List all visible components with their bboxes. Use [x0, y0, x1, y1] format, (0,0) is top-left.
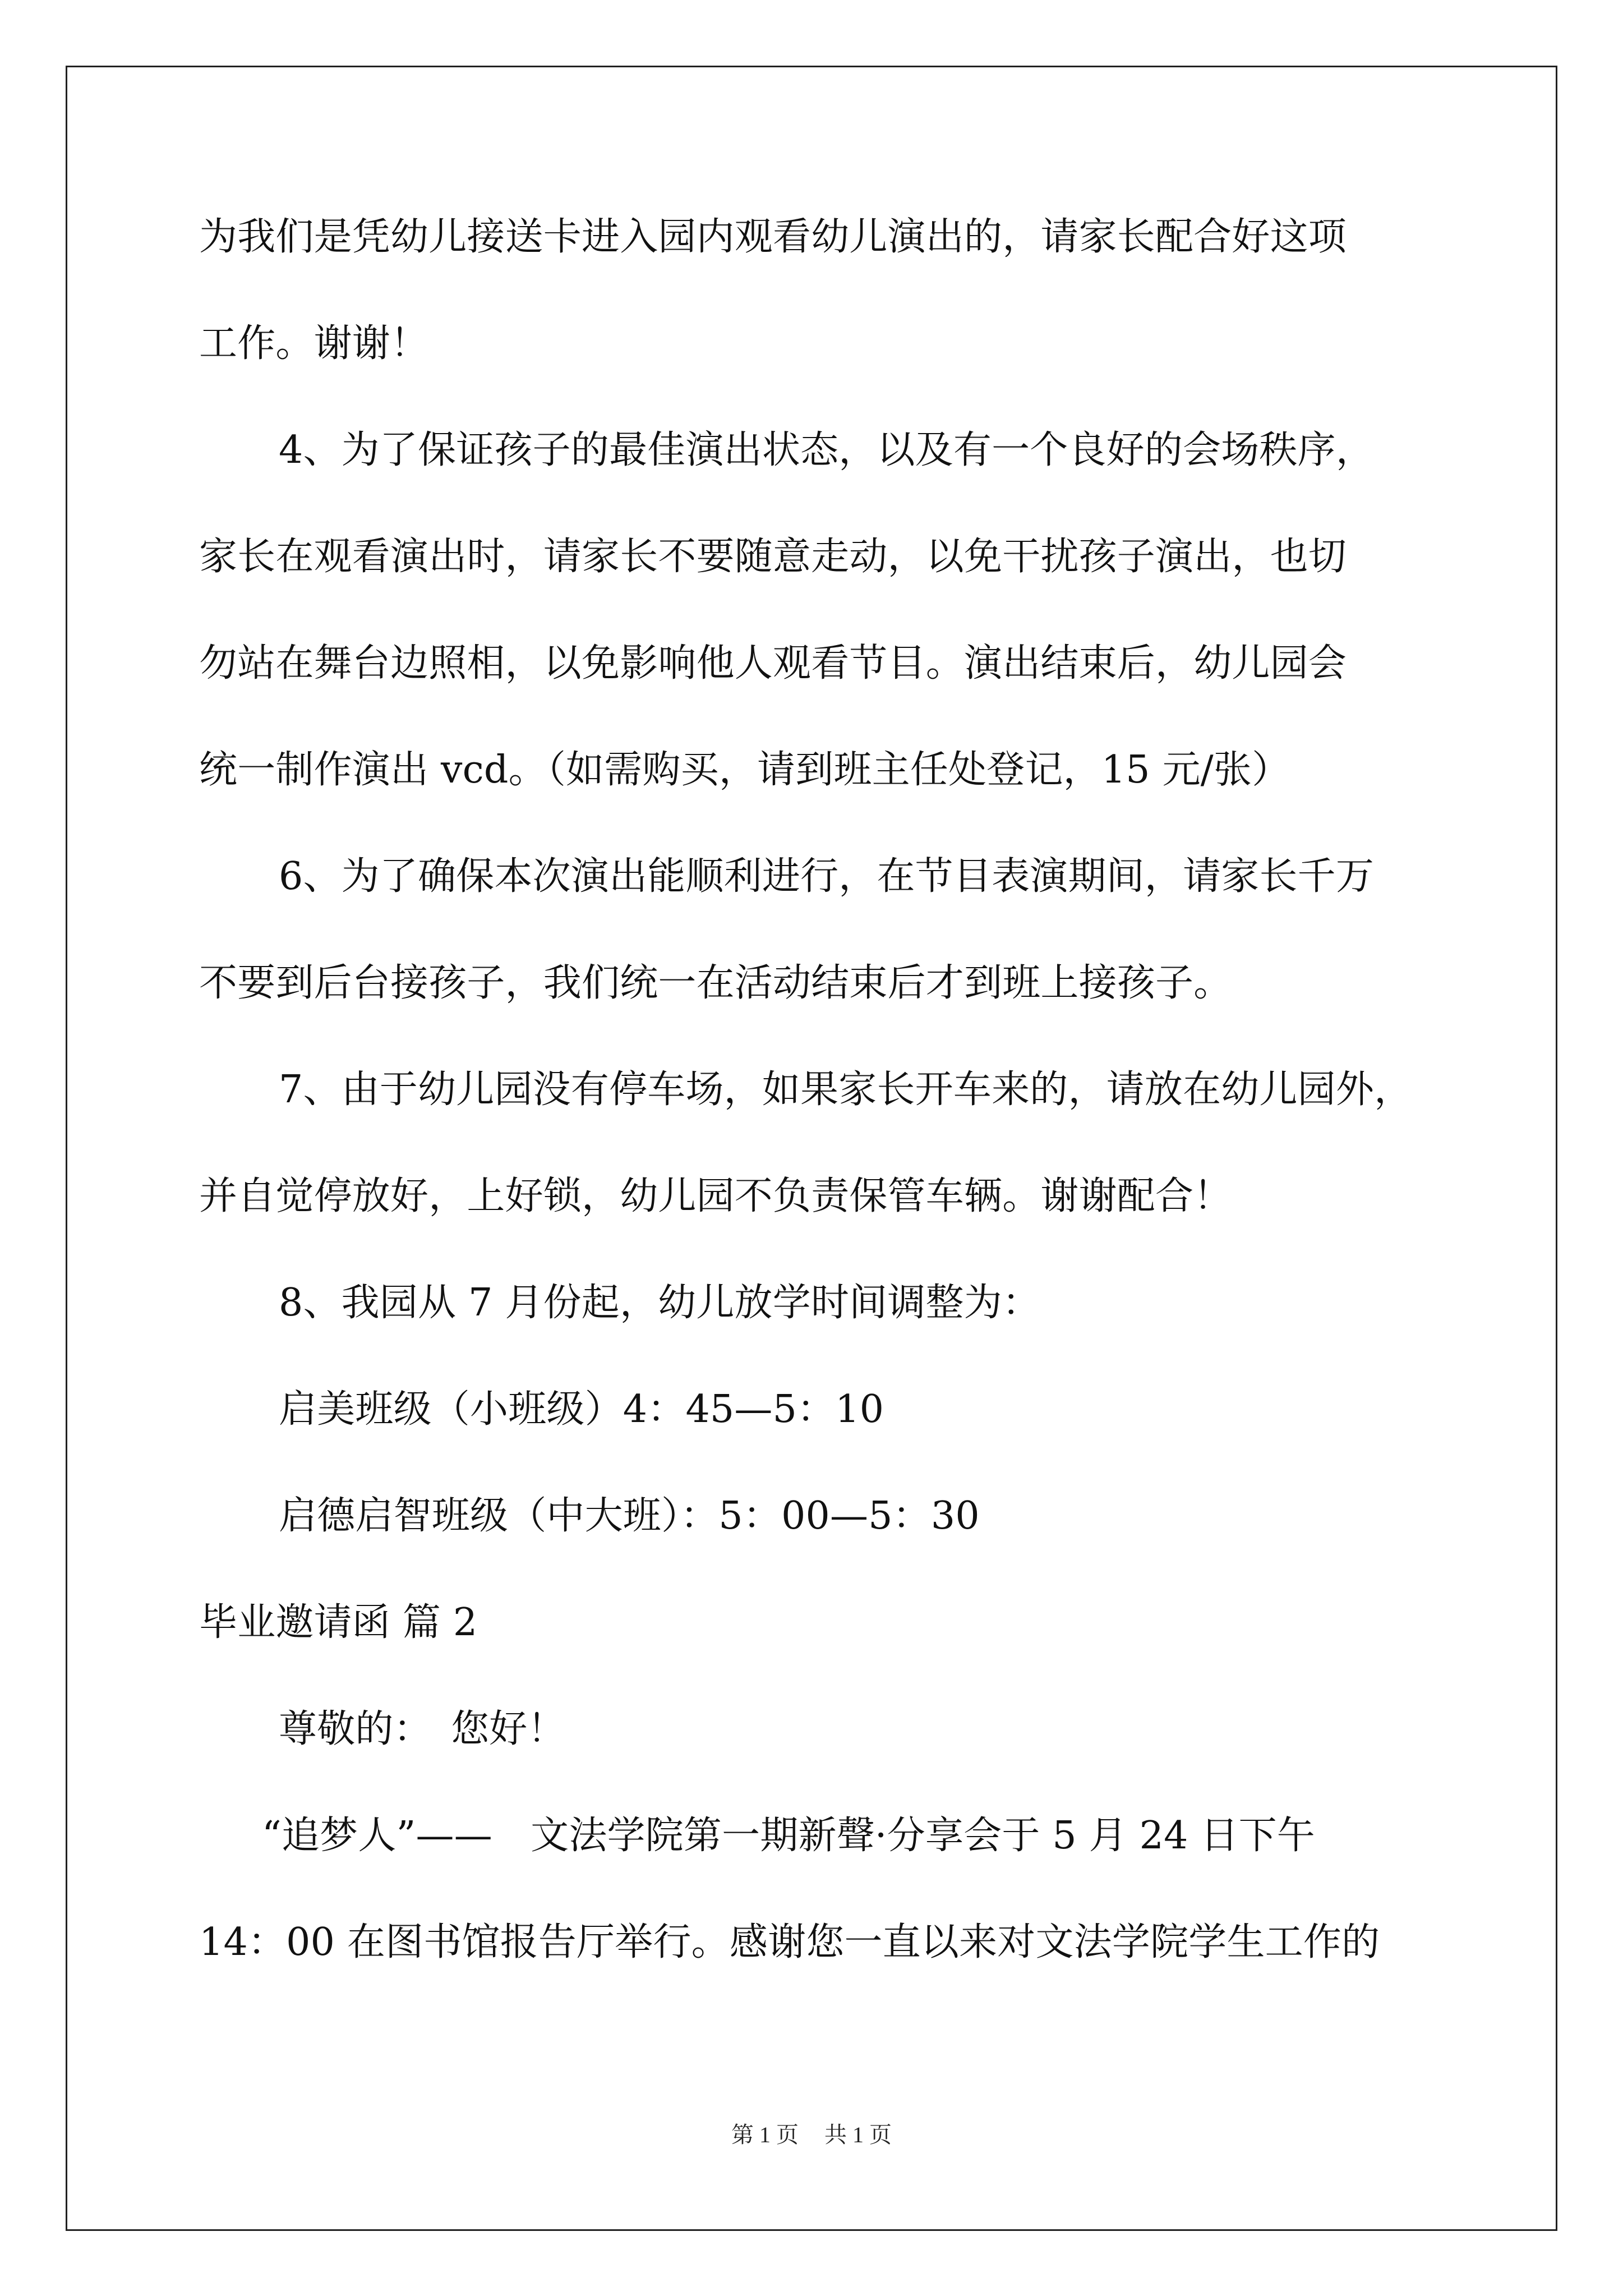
- body-line: 14：00 在图书馆报告厅举行。感谢您一直以来对文法学院学生工作的: [199, 1920, 1380, 1964]
- document-body: [199, 212, 1433, 2024]
- body-line: 启德启智班级（中大班）：5：00—5：30: [279, 1494, 980, 1538]
- section-heading: 毕业邀请函 篇 2: [199, 1600, 478, 1645]
- body-line: 为我们是凭幼儿接送卡进入园内观看幼儿演出的，请家长配合好这项: [199, 215, 1347, 259]
- body-line: 8、我园从 7 月份起，幼儿放学时间调整为：: [279, 1281, 1041, 1325]
- body-line: 统一制作演出 vcd。（如需购买，请到班主任处登记，15 元/张）: [199, 748, 1290, 792]
- body-line: 4、为了保证孩子的最佳演出状态，以及有一个良好的会场秩序，: [279, 428, 1375, 472]
- page-total: 共 1 页: [824, 2122, 892, 2147]
- page-number: 第 1 页: [731, 2122, 799, 2147]
- salutation-line: 尊敬的： 您好！: [279, 1707, 566, 1751]
- body-line: 并自觉停放好，上好锁，幼儿园不负责保管车辆。谢谢配合！: [199, 1174, 1232, 1218]
- page-footer: [0, 2122, 1623, 2148]
- body-line: “追梦人”—— 文法学院第一期新聲·分享会于 5 月 24 日下午: [262, 1814, 1315, 1858]
- body-line: 启美班级（小班级）4：45—5：10: [279, 1387, 884, 1432]
- body-line: 6、为了确保本次演出能顺利进行，在节目表演期间，请家长千万: [279, 854, 1375, 899]
- body-line: 家长在观看演出时，请家长不要随意走动，以免干扰孩子演出，也切: [199, 535, 1347, 579]
- body-line: 勿站在舞台边照相，以免影响他人观看节目。演出结束后，幼儿园会: [199, 641, 1347, 685]
- body-line: 7、由于幼儿园没有停车场，如果家长开车来的，请放在幼儿园外，: [279, 1068, 1413, 1112]
- body-line: 工作。谢谢！: [199, 321, 429, 366]
- body-line: 不要到后台接孩子，我们统一在活动结束后才到班上接孩子。: [199, 961, 1232, 1005]
